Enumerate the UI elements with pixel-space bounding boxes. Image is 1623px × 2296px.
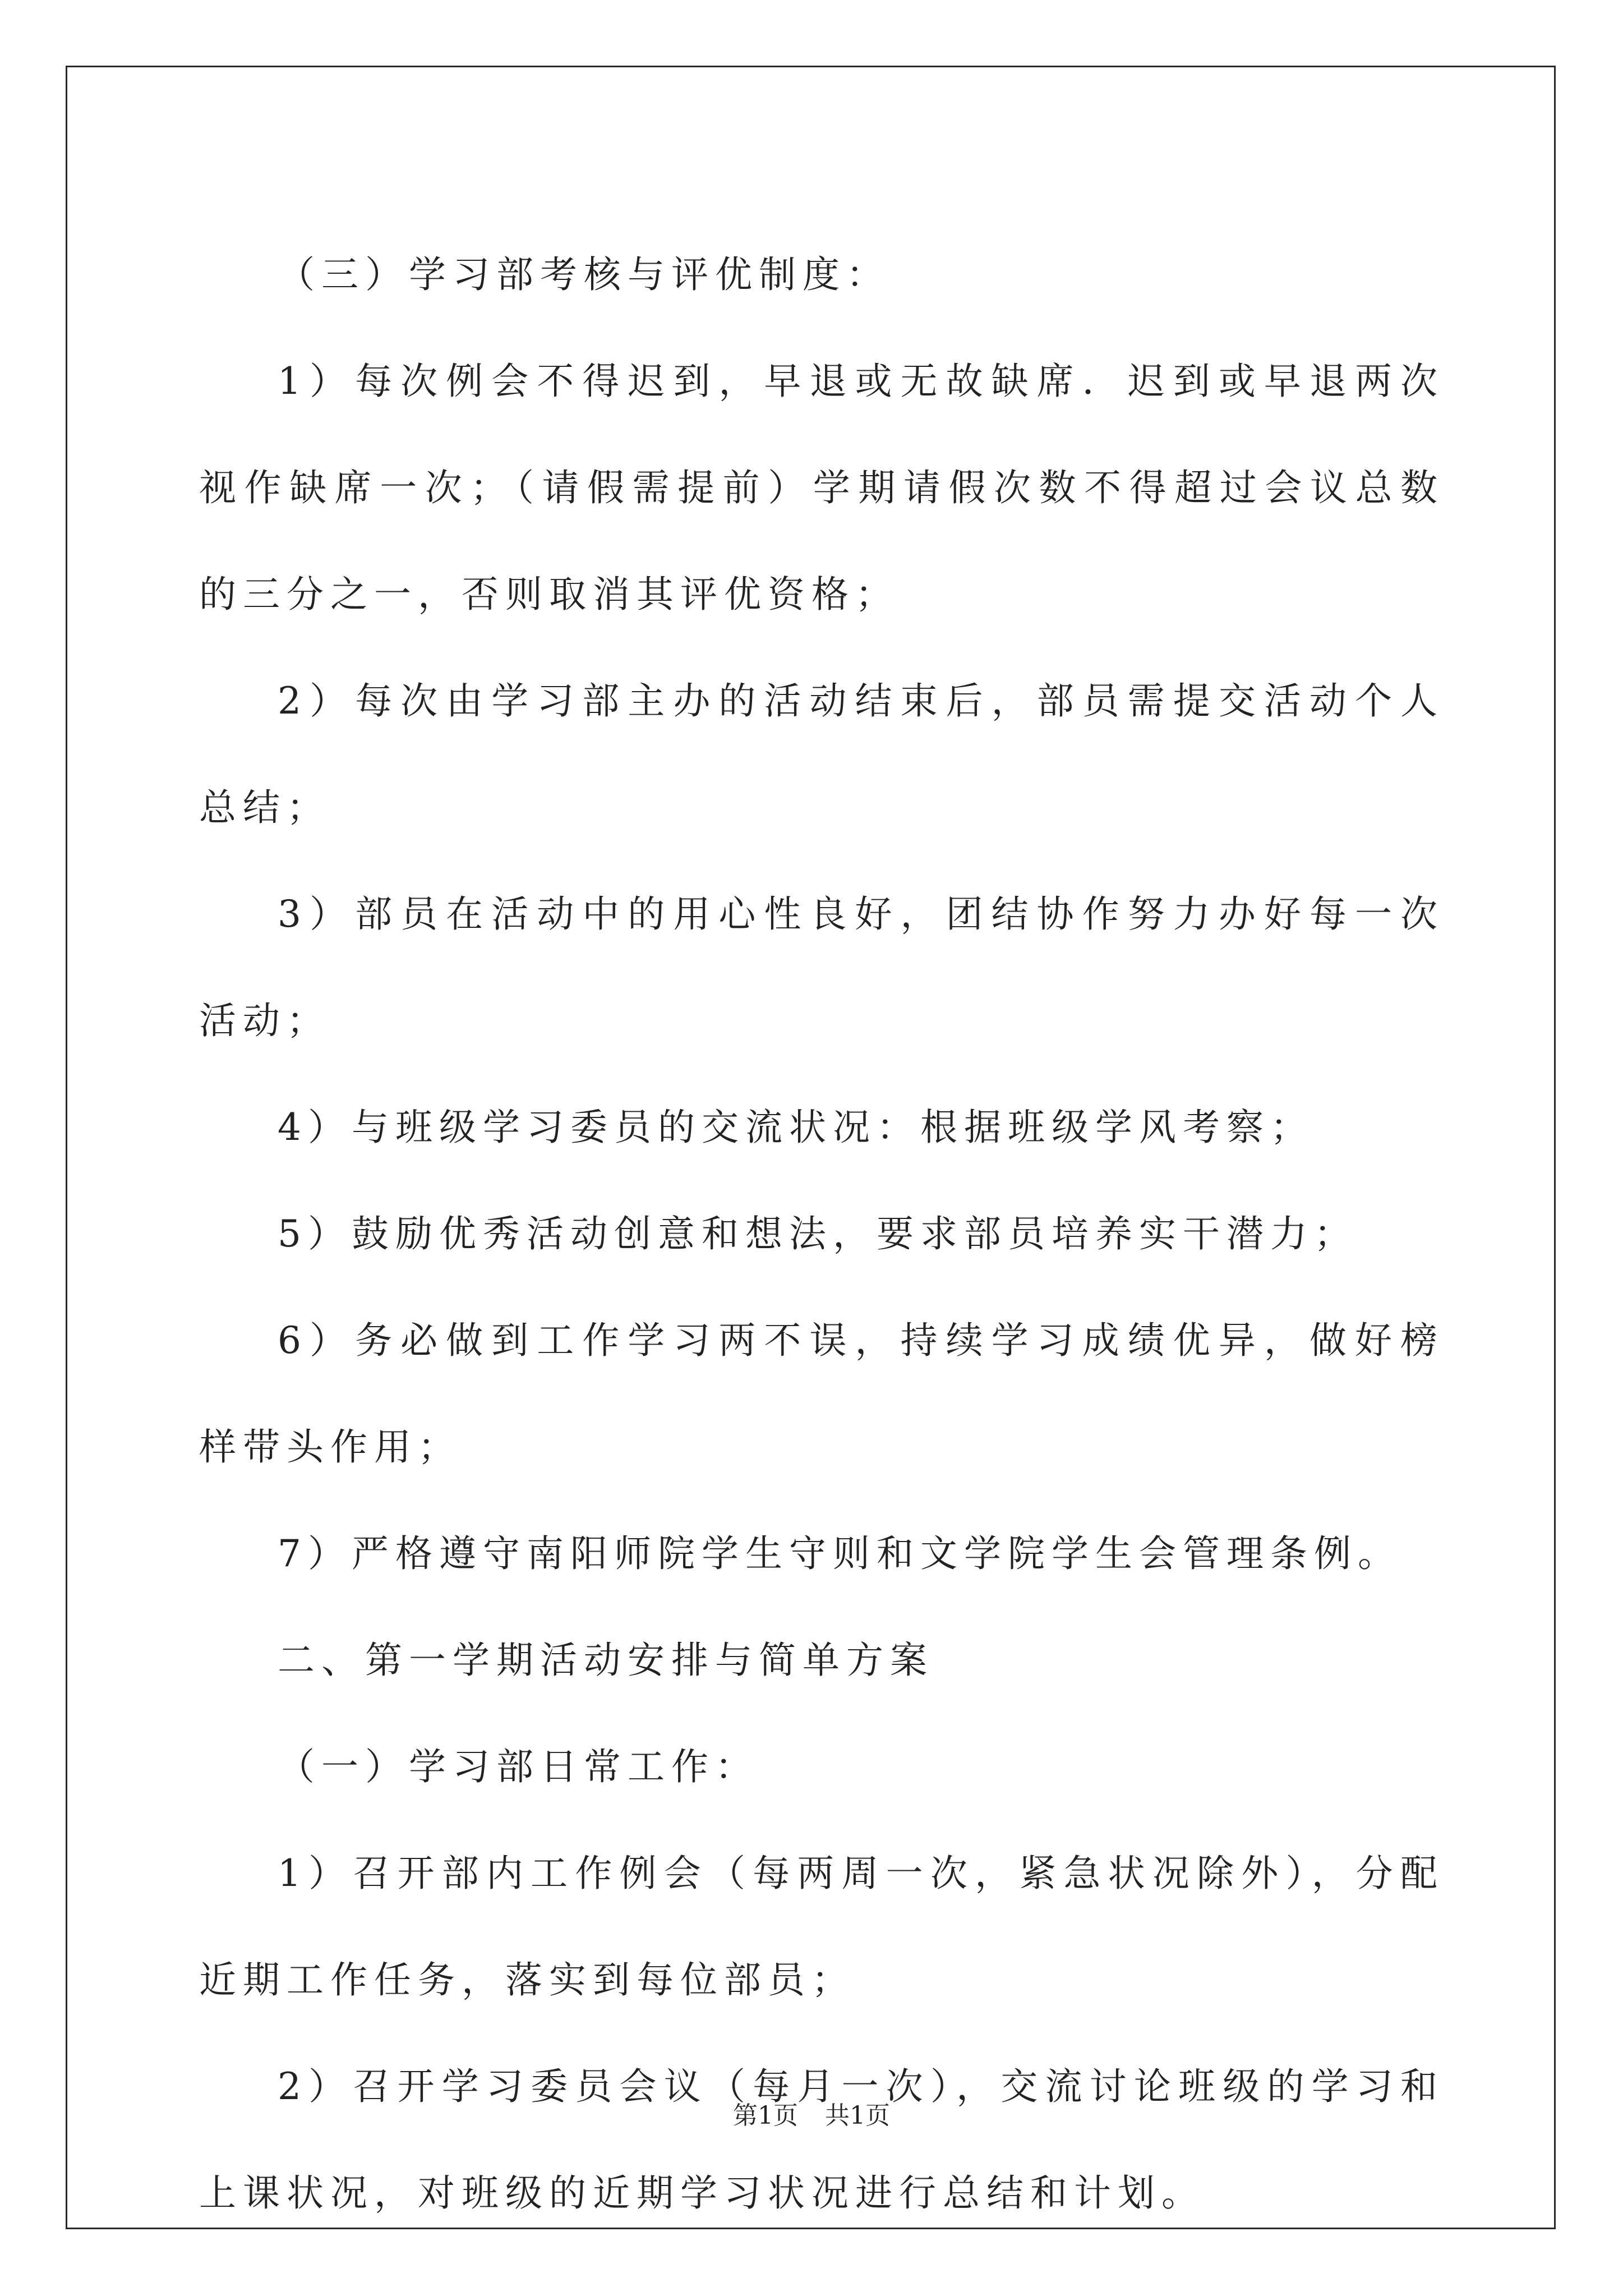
page-number-total: 共1页 xyxy=(825,2101,890,2130)
paragraph-rule-4: 4）与班级学习委员的交流状况：根据班级学风考察； xyxy=(278,1106,1314,1149)
section-heading-daily-work: （一）学习部日常工作： xyxy=(278,1745,759,1788)
paragraph-daily-2: 2）召开学习委员会议（每月一次），交流讨论班级的学习和上课状况，对班级的近期学习状况进行总结和计划。 xyxy=(199,2065,1444,2215)
section-heading-assessment: （三）学习部考核与评优制度： xyxy=(278,253,890,296)
document-body xyxy=(199,222,1444,2247)
paragraph-rule-2: 2）每次由学习部主办的活动结束后，部员需提交活动个人总结； xyxy=(199,679,1444,829)
paragraph-rule-5: 5）鼓励优秀活动创意和想法，要求部员培养实干潜力； xyxy=(278,1212,1358,1255)
page-footer xyxy=(0,2095,1623,2131)
paragraph-daily-1: 1）召开部内工作例会（每两周一次，紧急状况除外），分配近期工作任务，落实到每位部员； xyxy=(199,1852,1444,2001)
paragraph-rule-3: 3）部员在活动中的用心性良好，团结协作努力办好每一次活动； xyxy=(199,892,1444,1042)
paragraph-rule-6: 6）务必做到工作学习两不误，持续学习成绩优异，做好榜样带头作用； xyxy=(199,1319,1444,1469)
section-heading-semester-plan: 二、第一学期活动安排与简单方案 xyxy=(278,1639,934,1682)
page-number-current: 第1页 xyxy=(733,2101,798,2130)
paragraph-rule-7: 7）严格遵守南阳师院学生守则和文学院学生会管理条例。 xyxy=(278,1532,1401,1575)
paragraph-rule-1: 1）每次例会不得迟到，早退或无故缺席．迟到或早退两次视作缺席一次；（请假需提前）学期请假次数不得超过会议总数的三分之一，否则取消其评优资格； xyxy=(199,360,1444,616)
